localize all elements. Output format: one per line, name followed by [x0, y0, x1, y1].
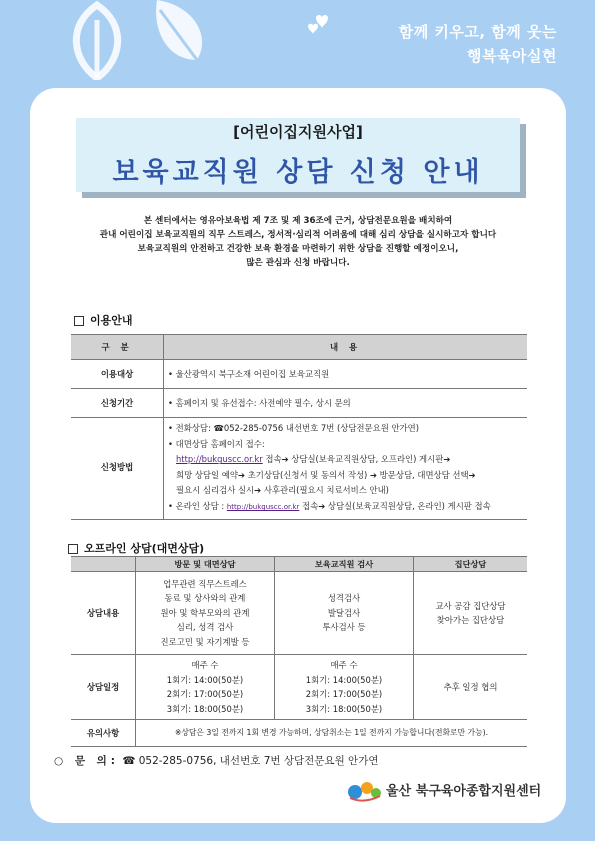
- slogan-line2: 행복육아실현: [467, 47, 557, 65]
- row-label: 상담일정: [71, 655, 136, 720]
- schedule-test: [275, 655, 414, 720]
- method-phone: • 전화상담: ☎052-285-0756 내선번호 7번 (상담전문요원 안가연): [168, 423, 419, 433]
- offline-table: [71, 556, 527, 747]
- row-label: 유의사항: [71, 720, 136, 747]
- row-value: • 홈페이지 및 유선접수: 사전예약 필수, 상시 문의: [164, 389, 528, 418]
- homepage-link[interactable]: http://bukguscc.or.kr: [176, 454, 263, 465]
- content-card: [30, 88, 566, 823]
- list-item: 교사 공감 집단상담: [435, 600, 506, 611]
- method-online-steps: 접속➔ 상담실(보육교직원상담, 온라인) 게시판 접속: [299, 500, 491, 511]
- row-label: 신청방법: [71, 418, 164, 520]
- method-web-steps-2: 희망 상담일 예약➔ 초기상담(신청서 및 동의서 작성) ➔ 방문상담, 대면상담 선택➔: [176, 469, 476, 480]
- page-title: 보육교직원 상담 신청 안내: [112, 157, 484, 188]
- list-item: 찾아가는 집단상담: [436, 615, 505, 625]
- row-label: 신청기간: [71, 389, 164, 418]
- list-item: 매주 수: [330, 660, 358, 670]
- list-item: 2회기: 17:00(50분): [305, 689, 383, 699]
- checkbox-icon: [74, 316, 84, 326]
- intro-line: 관내 어린이집 보육교직원의 직무 스트레스, 정서적·심리적 어려움에 대해 심리 상담을 실시하고자 합니다: [99, 230, 497, 240]
- table-row: [71, 360, 527, 389]
- slogan-line1: 함께 키우고, 함께 웃는: [398, 23, 557, 41]
- leaf-decoration: [62, 0, 212, 80]
- intro-text: [50, 214, 546, 270]
- online-link[interactable]: http://bukguscc.or.kr: [226, 502, 300, 511]
- method-web-steps-1: 접속➔ 상담실(보육교직원상담, 오프라인) 게시판➔: [262, 454, 451, 465]
- row-label: 이용대상: [71, 360, 164, 389]
- method-online: [168, 499, 523, 516]
- checkbox-icon: [68, 544, 78, 554]
- slogan: [399, 20, 557, 68]
- contact-label: ○ 문 의:: [54, 755, 119, 767]
- row-label: 상담내용: [71, 572, 136, 655]
- list-item: 투사검사 등: [322, 622, 366, 633]
- hearts-icon: [306, 8, 346, 38]
- list-item: 업무관련 직무스트레스: [163, 578, 247, 589]
- org-logo-icon: [346, 778, 384, 802]
- method-web-steps: [168, 452, 523, 468]
- column-header: 보육교직원 검사: [275, 557, 414, 572]
- list-item: 동료 및 상사와의 관계: [164, 593, 246, 604]
- table-row: [71, 655, 527, 720]
- method-online-intro: • 온라인 상담 :: [168, 500, 227, 511]
- list-item: 원아 및 학부모와의 관계: [160, 607, 250, 618]
- page-subtitle: [어린이집지원사업]: [233, 123, 363, 141]
- list-item: 진로고민 및 자기계발 등: [160, 636, 250, 647]
- contact-info: [54, 753, 378, 768]
- section-heading-text: 이용안내: [90, 314, 133, 327]
- content-group: [414, 572, 528, 655]
- list-item: 심리, 성격 검사: [176, 622, 234, 633]
- org-name: 울산 북구육아종합지원센터: [386, 784, 542, 799]
- list-item: 발달검사: [327, 607, 361, 618]
- usage-table: [71, 334, 527, 520]
- section-heading-offline: [68, 540, 204, 556]
- column-header-empty: [71, 557, 136, 572]
- list-item: 성격검사: [327, 593, 361, 604]
- table-row: [71, 572, 527, 655]
- list-item: 3회기: 18:00(50분): [166, 703, 244, 714]
- note-text: ※상담은 3일 전까지 1회 변경 가능하며, 상담취소는 1일 전까지 가능합니다(전화로만 가능).: [136, 720, 528, 747]
- intro-line: 본 센터에서는 영유아보육법 제 7조 및 제 36조에 근거, 상담전문요원을 배치하여: [143, 216, 453, 226]
- list-item: 1회기: 14:00(50분): [305, 674, 383, 685]
- schedule-visit: [136, 655, 275, 720]
- list-item: 3회기: 18:00(50분): [305, 703, 383, 714]
- content-test: [275, 572, 414, 655]
- column-header: 내 용: [164, 335, 528, 360]
- method-web-intro: • 대면상담 홈페이지 접수:: [168, 438, 265, 449]
- table-row: [71, 720, 527, 747]
- column-header: 구 분: [71, 335, 164, 360]
- method-web-steps-3: 필요시 심리검사 실시➔ 사후관리(필요시 치료서비스 안내): [176, 485, 389, 496]
- list-item: 2회기: 17:00(50분): [166, 689, 244, 699]
- intro-line: 많은 관심과 신청 바랍니다.: [246, 258, 350, 268]
- column-header: 방문 및 대면상담: [136, 557, 275, 572]
- row-value: • 울산광역시 북구소재 어린이집 보육교직원: [164, 360, 528, 389]
- content-visit: [136, 572, 275, 655]
- schedule-group: 추후 일정 협의: [414, 655, 528, 720]
- list-item: 매주 수: [191, 660, 219, 670]
- intro-line: 보육교직원의 안전하고 건강한 보육 환경을 마련하기 위한 상담을 진행할 예정이오니,: [137, 244, 459, 254]
- org-logo: [346, 778, 558, 802]
- table-row: [71, 389, 527, 418]
- section-heading-usage: [74, 312, 133, 328]
- section-heading-text: 오프라인 상담(대면상담): [84, 542, 205, 555]
- table-row: [71, 418, 527, 520]
- column-header: 집단상담: [414, 557, 528, 572]
- list-item: 1회기: 14:00(50분): [166, 674, 244, 685]
- row-value: [164, 418, 528, 520]
- contact-value: ☎ 052-285-0756, 내선번호 7번 상담전문요원 안가연: [122, 755, 379, 767]
